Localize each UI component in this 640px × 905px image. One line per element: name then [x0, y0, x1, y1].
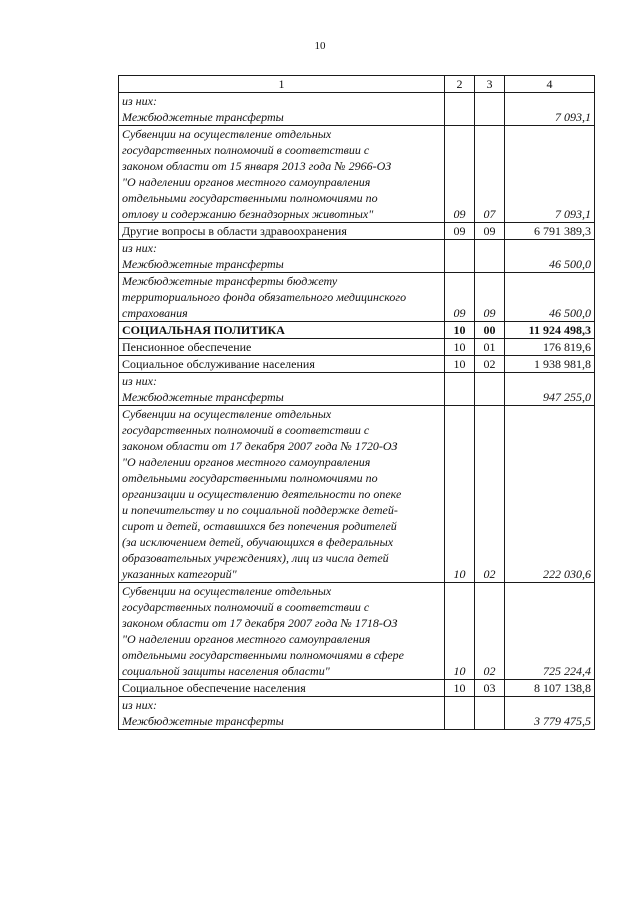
row-subsection-code	[475, 697, 505, 730]
table-row	[119, 240, 595, 273]
row-name-line: Межбюджетные трансферты	[122, 714, 284, 728]
row-subsection-code: 00	[475, 322, 505, 339]
row-section-code: 10	[445, 356, 475, 373]
row-name-cell	[119, 406, 445, 583]
row-section-code	[445, 93, 475, 126]
row-name-line: отлову и содержанию безнадзорных животных"	[122, 207, 374, 221]
row-name-line: Межбюджетные трансферты	[122, 390, 284, 404]
row-amount: 1 938 981,8	[505, 356, 595, 373]
table-row	[119, 406, 595, 583]
row-name-line: Межбюджетные трансферты	[122, 110, 284, 124]
row-name-line: законом области от 17 декабря 2007 года № 1720-ОЗ	[122, 439, 398, 453]
row-name-cell	[119, 680, 445, 697]
row-name-line: Пенсионное обеспечение	[122, 340, 252, 354]
row-subsection-code: 03	[475, 680, 505, 697]
header-col-3: 3	[475, 76, 505, 93]
header-col-4: 4	[505, 76, 595, 93]
row-section-code: 09	[445, 126, 475, 223]
row-name-cell	[119, 93, 445, 126]
page-number: 10	[314, 40, 326, 52]
row-section-code: 10	[445, 680, 475, 697]
row-name-cell	[119, 373, 445, 406]
table-row	[119, 126, 595, 223]
row-name-line: Другие вопросы в области здравоохранения	[122, 224, 347, 238]
row-amount: 6 791 389,3	[505, 223, 595, 240]
row-amount: 947 255,0	[505, 373, 595, 406]
header-col-2: 2	[445, 76, 475, 93]
table-row	[119, 680, 595, 697]
row-section-code: 10	[445, 406, 475, 583]
row-name-line: Межбюджетные трансферты бюджету	[122, 274, 338, 288]
row-name-cell	[119, 273, 445, 322]
row-name-line: Субвенции на осуществление отдельных	[122, 584, 332, 598]
row-name-line: государственных полномочий в соответствии с	[122, 423, 370, 437]
row-name-line: из них:	[122, 374, 157, 388]
row-amount: 176 819,6	[505, 339, 595, 356]
row-name-line: отдельными государственными полномочиями по	[122, 191, 378, 205]
row-name-line: сирот и детей, оставшихся без попечения родителей	[122, 519, 397, 533]
table-row	[119, 339, 595, 356]
row-subsection-code	[475, 240, 505, 273]
row-section-code: 10	[445, 339, 475, 356]
row-subsection-code: 02	[475, 583, 505, 680]
row-name-cell	[119, 223, 445, 240]
row-name-cell	[119, 697, 445, 730]
row-name-line: Субвенции на осуществление отдельных	[122, 407, 332, 421]
row-name-line: "О наделении органов местного самоуправления	[122, 175, 371, 189]
row-name-line: государственных полномочий в соответствии с	[122, 600, 370, 614]
row-name-cell	[119, 240, 445, 273]
row-name-line: СОЦИАЛЬНАЯ ПОЛИТИКА	[122, 323, 285, 337]
row-name-line: государственных полномочий в соответствии с	[122, 143, 370, 157]
row-amount: 11 924 498,3	[505, 322, 595, 339]
table-row	[119, 93, 595, 126]
row-subsection-code	[475, 93, 505, 126]
row-amount: 8 107 138,8	[505, 680, 595, 697]
row-amount: 7 093,1	[505, 93, 595, 126]
table-row	[119, 373, 595, 406]
row-subsection-code	[475, 373, 505, 406]
row-name-cell	[119, 356, 445, 373]
table-row	[119, 583, 595, 680]
row-subsection-code: 02	[475, 406, 505, 583]
row-amount: 7 093,1	[505, 126, 595, 223]
row-name-line: и попечительству и по социальной поддержке детей-	[122, 503, 398, 517]
row-name-line: "О наделении органов местного самоуправления	[122, 455, 371, 469]
row-amount: 725 224,4	[505, 583, 595, 680]
row-name-cell	[119, 126, 445, 223]
row-name-line: отдельными государственными полномочиями в сфере	[122, 648, 404, 662]
budget-table	[118, 75, 595, 730]
row-name-line: из них:	[122, 698, 157, 712]
budget-table-body	[119, 76, 595, 730]
table-row	[119, 356, 595, 373]
row-name-line: Социальное обеспечение населения	[122, 681, 306, 695]
row-subsection-code: 09	[475, 223, 505, 240]
row-section-code	[445, 240, 475, 273]
row-amount: 3 779 475,5	[505, 697, 595, 730]
row-name-line: отдельными государственными полномочиями по	[122, 471, 378, 485]
row-subsection-code: 02	[475, 356, 505, 373]
row-amount: 222 030,6	[505, 406, 595, 583]
row-name-line: (за исключением детей, обучающихся в федеральных	[122, 535, 394, 549]
table-row	[119, 697, 595, 730]
table-row	[119, 322, 595, 339]
row-name-line: образовательных учреждениях), лиц из числа детей	[122, 551, 389, 565]
row-name-line: социальной защиты населения области"	[122, 664, 330, 678]
row-name-line: законом области от 17 декабря 2007 года № 1718-ОЗ	[122, 616, 398, 630]
table-row	[119, 223, 595, 240]
row-name-line: "О наделении органов местного самоуправления	[122, 632, 371, 646]
row-name-line: организации и осуществлению деятельности по опеке	[122, 487, 402, 501]
row-name-line: Социальное обслуживание населения	[122, 357, 315, 371]
row-section-code: 10	[445, 322, 475, 339]
row-section-code	[445, 697, 475, 730]
row-name-cell	[119, 583, 445, 680]
row-amount: 46 500,0	[505, 240, 595, 273]
row-section-code	[445, 373, 475, 406]
row-name-line: из них:	[122, 241, 157, 255]
row-name-line: указанных категорий"	[122, 567, 237, 581]
row-amount: 46 500,0	[505, 273, 595, 322]
row-name-line: Межбюджетные трансферты	[122, 257, 284, 271]
row-name-line: территориального фонда обязательного медицинского	[122, 290, 407, 304]
row-subsection-code: 09	[475, 273, 505, 322]
table-row	[119, 273, 595, 322]
row-name-line: законом области от 15 января 2013 года № 2966-ОЗ	[122, 159, 392, 173]
row-section-code: 09	[445, 273, 475, 322]
row-name-cell	[119, 322, 445, 339]
row-section-code: 09	[445, 223, 475, 240]
row-subsection-code: 07	[475, 126, 505, 223]
header-col-1: 1	[119, 76, 445, 93]
row-section-code: 10	[445, 583, 475, 680]
table-header-row	[119, 76, 595, 93]
row-subsection-code: 01	[475, 339, 505, 356]
row-name-line: из них:	[122, 94, 157, 108]
row-name-line: Субвенции на осуществление отдельных	[122, 127, 332, 141]
row-name-cell	[119, 339, 445, 356]
row-name-line: страхования	[122, 306, 188, 320]
